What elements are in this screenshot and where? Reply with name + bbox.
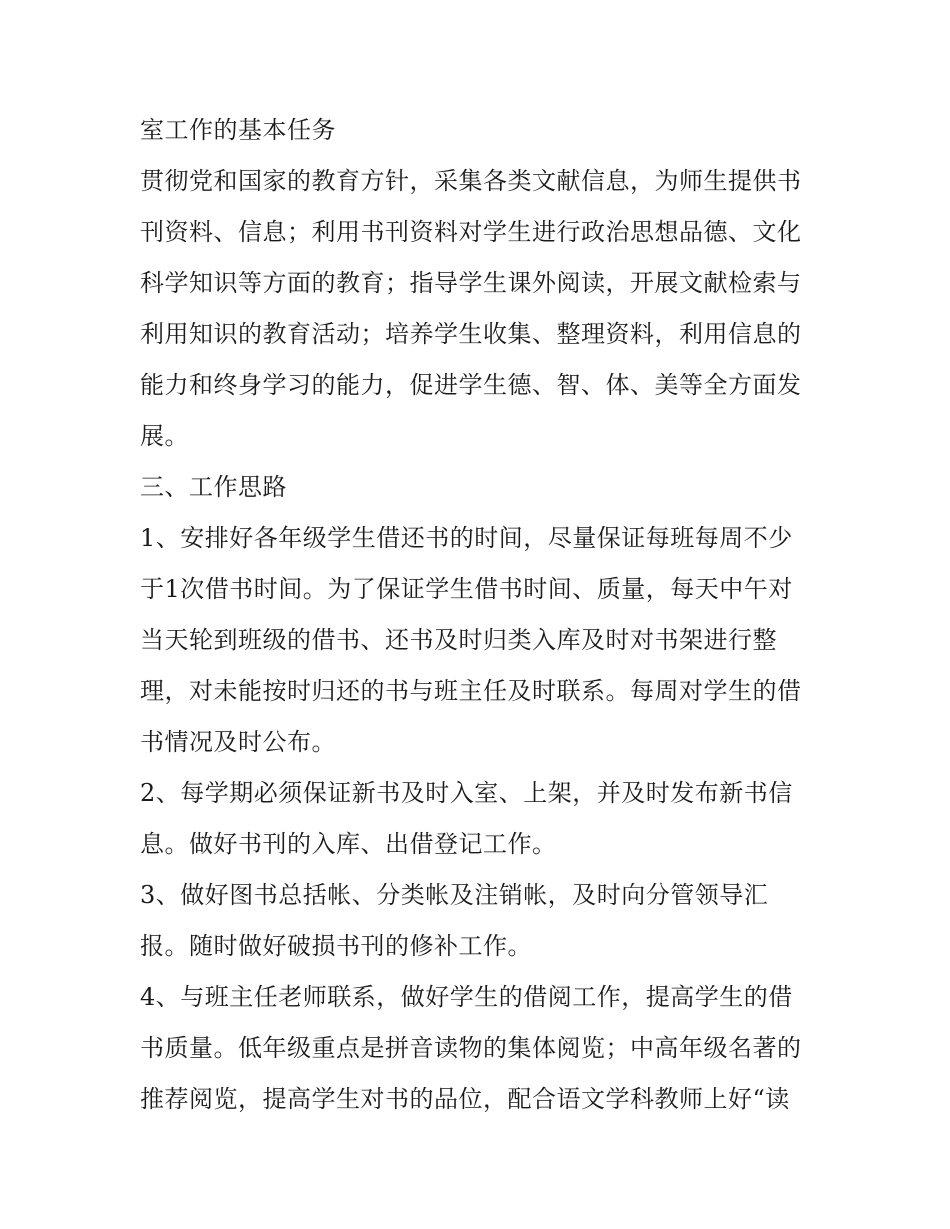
list-item-2-line: 息。做好书刊的入库、出借登记工作。 xyxy=(140,830,557,858)
paragraph-line: 刊资料、信息；利用书刊资料对学生进行政治思想品德、文化 xyxy=(140,218,802,246)
paragraph-line: 能力和终身学习的能力，促进学生德、智、体、美等全方面发 xyxy=(140,371,802,399)
list-item-1-line: 理，对未能按时归还的书与班主任及时联系。每周对学生的借 xyxy=(140,677,802,705)
section-heading-approach: 三、工作思路 xyxy=(140,473,287,501)
section-heading-tasks: 室工作的基本任务 xyxy=(140,116,336,144)
list-item-4-line: 4、与班主任老师联系，做好学生的借阅工作，提高学生的借 xyxy=(140,983,793,1011)
list-item-1-line: 书情况及时公布。 xyxy=(140,728,336,756)
list-item-4-line: 推荐阅览，提高学生对书的品位，配合语文学科教师上好“读 xyxy=(140,1085,790,1113)
list-item-1-line: 1、安排好各年级学生借还书的时间，尽量保证每班每周不少 xyxy=(140,524,793,552)
list-item-3-line: 报。随时做好破损书刊的修补工作。 xyxy=(140,932,532,960)
list-item-1-line: 于1次借书时间。为了保证学生借书时间、质量，每天中午对 xyxy=(140,575,793,603)
document-body xyxy=(140,105,820,1125)
paragraph-line: 贯彻党和国家的教育方针，采集各类文献信息，为师生提供书 xyxy=(140,167,802,195)
paragraph-line: 展。 xyxy=(140,422,189,450)
list-item-4-line: 书质量。低年级重点是拼音读物的集体阅览；中高年级名著的 xyxy=(140,1034,802,1062)
paragraph-line: 科学知识等方面的教育；指导学生课外阅读，开展文献检索与 xyxy=(140,269,802,297)
list-item-2-line: 2、每学期必须保证新书及时入室、上架，并及时发布新书信 xyxy=(140,779,793,807)
list-item-1-line: 当天轮到班级的借书、还书及时归类入库及时对书架进行整 xyxy=(140,626,777,654)
paragraph-line: 利用知识的教育活动；培养学生收集、整理资料，利用信息的 xyxy=(140,320,802,348)
list-item-3-line: 3、做好图书总括帐、分类帐及注销帐，及时向分管领导汇 xyxy=(140,881,769,909)
